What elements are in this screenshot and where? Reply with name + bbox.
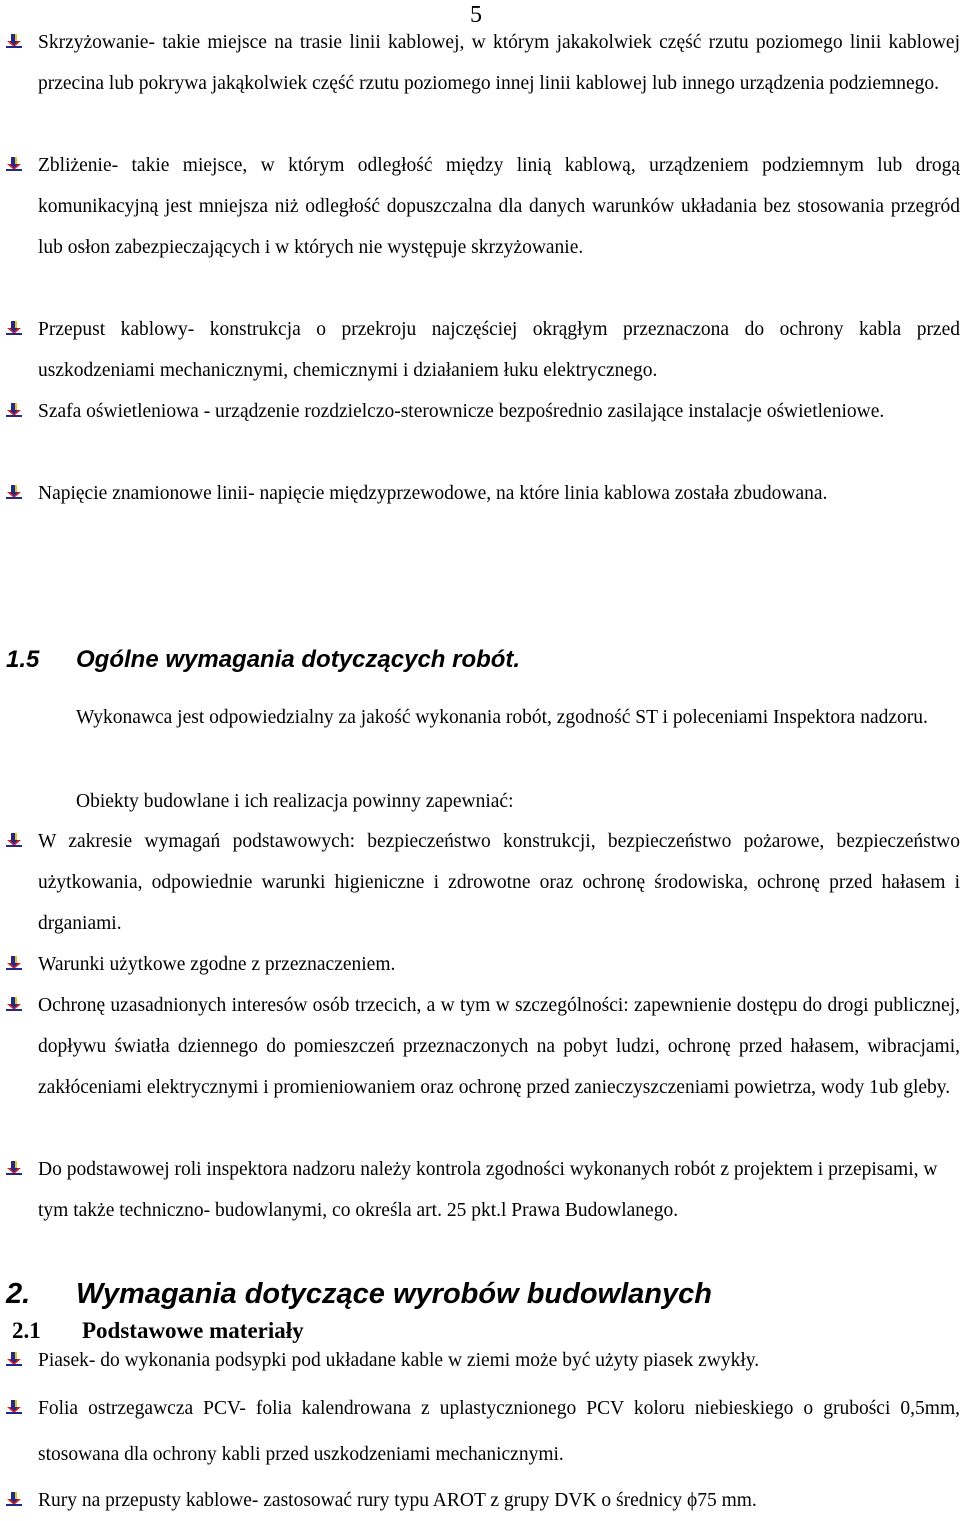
list-item-text: Do podstawowej roli inspektora nadzoru należy kontrola zgodności wykonanych robót z projektem i przepisami, w tym także techniczno- budowlanymi, co określa art. 25 pkt.l Prawa Budowlanego. (38, 1159, 938, 1221)
list-item-text: Rury na przepusty kablowe- zastosować rury typu AROT z grupy DVK o średnicy ϕ75 mm. (38, 1490, 757, 1511)
definition-text: Przepust kablowy- konstrukcja o przekroju najczęściej okrągłym przeznaczona do ochrony kabla przed uszkodzeniami mechanicznymi, chemicznymi i działaniem łuku elektrycznego. (38, 319, 960, 381)
bullet-arrow-icon (6, 1400, 22, 1414)
paragraph: Obiekty budowlane i ich realizacja powinny zapewniać: (76, 791, 514, 812)
subsection-title: Podstawowe materiały (82, 1318, 304, 1343)
bullet-arrow-icon (6, 157, 22, 171)
paragraph: Wykonawca jest odpowiedzialny za jakość wykonania robót, zgodność ST i poleceniami Inspektora nadzoru. (76, 707, 928, 728)
definition-text: Szafa oświetleniowa - urządzenie rozdzielczo-sterownicze bezpośrednio zasilające instalacje oświetleniowe. (38, 401, 885, 422)
section-heading (6, 641, 520, 679)
bullet-arrow-icon (6, 1161, 22, 1175)
subsection-number: 2.1 (12, 1318, 41, 1343)
section-title: Ogólne wymagania dotyczących robót. (76, 646, 521, 673)
list-item-text: Warunki użytkowe zgodne z przeznaczeniem. (38, 954, 396, 975)
list-item-text: Folia ostrzegawcza PCV- folia kalendrowana z uplastycznionego PCV koloru niebieskiego o grubości 0,5mm, stosowana dla ochrony kabli przed uszkodzeniami mechanicznymi. (38, 1398, 960, 1465)
definition-text: Skrzyżowanie- takie miejsce na trasie linii kablowej, w którym jakakolwiek część rzutu poziomego linii kablowej przecina lub pokrywa jakąkolwiek część rzutu poziomego innej linii kablowej lub innego urządzenia podziemnego. (38, 32, 960, 94)
bullet-arrow-icon (6, 34, 22, 48)
section-title: Wymagania dotyczące wyrobów budowlanych (76, 1278, 712, 1310)
section-number: 1.5 (6, 646, 40, 673)
definition-text: Napięcie znamionowe linii- napięcie międzyprzewodowe, na które linia kablowa została zbudowana. (38, 483, 828, 504)
list-item-text: W zakresie wymagań podstawowych: bezpieczeństwo konstrukcji, bezpieczeństwo pożarowe, bezpieczeństwo użytkowania, odpowiednie warunki higieniczne i zdrowotne oraz ochronę środowiska, ochronę przed hałasem i drganiami. (38, 831, 960, 934)
section-heading (6, 1274, 712, 1314)
bullet-arrow-icon (6, 997, 22, 1011)
bullet-arrow-icon (6, 485, 22, 499)
bullet-arrow-icon (6, 403, 22, 417)
list-item-text: Piasek- do wykonania podsypki pod układane kable w ziemi może być użyty piasek zwykły. (38, 1350, 760, 1371)
section-number: 2. (6, 1278, 31, 1310)
bullet-arrow-icon (6, 1492, 22, 1506)
bullet-arrow-icon (6, 833, 22, 847)
bullet-arrow-icon (6, 956, 22, 970)
list-item-text: Ochronę uzasadnionych interesów osób trzecich, a w tym w szczególności: zapewnienie dostępu do drogi publicznej, dopływu światła dziennego do pomieszczeń przeznaczonych na pobyt ludzi, ochronę przed hałasem, wibracjami, zakłóceniami elektrycznymi i promieniowaniem oraz ochronę przed zanieczyszczeniami powietrza, wody 1ub gleby. (38, 995, 960, 1098)
bullet-arrow-icon (6, 321, 22, 335)
page-number: 5 (470, 2, 482, 28)
bullet-arrow-icon (6, 1352, 22, 1366)
definition-text: Zbliżenie- takie miejsce, w którym odległość między linią kablową, urządzeniem podziemnym lub drogą komunikacyjną jest mniejsza niż odległość dopuszczalna dla danych warunków układania bez stosowania przegród lub osłon zabezpieczających i w których nie występuje skrzyżowanie. (38, 155, 960, 258)
